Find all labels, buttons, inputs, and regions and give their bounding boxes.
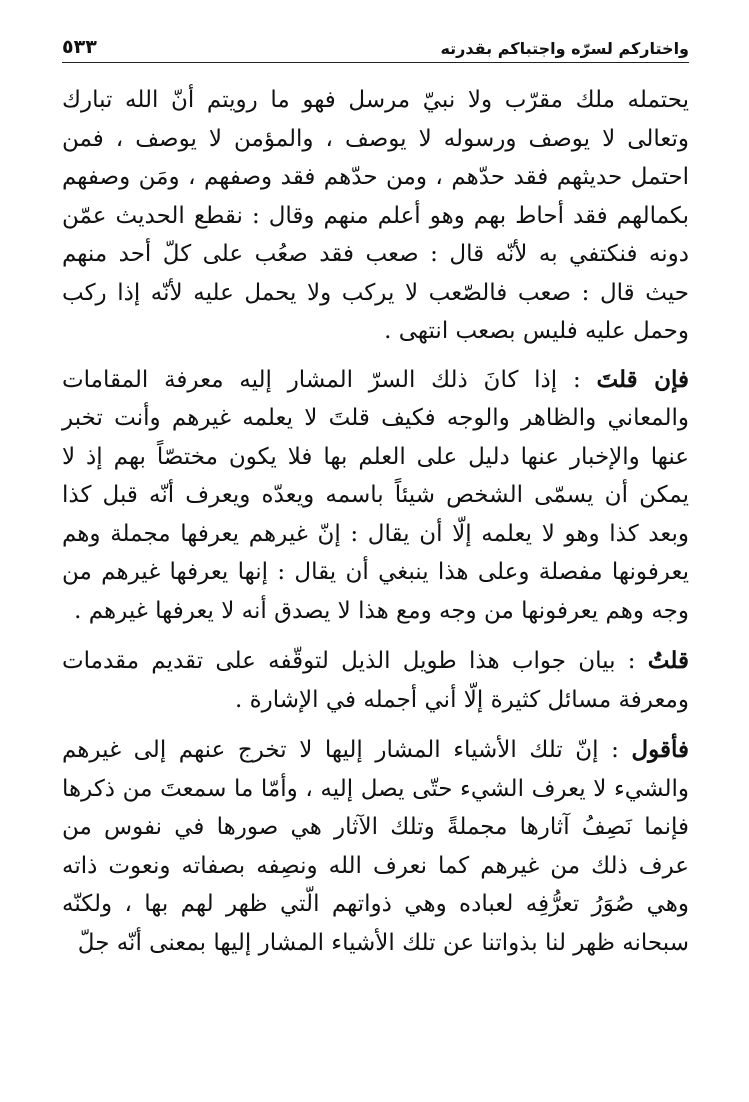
book-page: [62, 22, 689, 1092]
page-number: ٥٣٣: [62, 36, 97, 58]
paragraph-text: : إذا كانَ ذلك السرّ المشار إليه معرفة المقامات والمعاني والظاهر والوجه فكيف قلتَ لا يعلمه غيرهم وأنت تخبر عنها والإخبار عنها دليل على العلم بها فلا يكون مختصّاً بهم إذ لا يمكن أن يسمّى الشخص شيئاً باسمه ويعدّه ويعرف أنّه قبل كذا وبعد كذا وهو لا يعلمه إلّا أن يقال : إنّ غيرهم يعرفها مجملة وهم يعرفونها مفصلة وعلى هذا ينبغي أن يقال : إنها يعرفها غيرهم من وجه وهم يعرفونها من وجه ومع هذا لا يصدق أنه لا يعرفها غيرهم .: [62, 366, 689, 624]
running-title: واختاركم لسرّه واجتباكم بقدرته: [440, 39, 689, 58]
paragraph-text: يحتمله ملك مقرّب ولا نبيّ مرسل فهو ما رويتم أنّ الله تبارك وتعالى لا يوصف ورسوله لا يوصف ، والمؤمن لا يوصف ، فمن احتمل حديثهم فقد حدّهم ، ومن حدّهم فقد وصفهم ، ومَن وصفهم بكمالهم فقد أحاط بهم وهو أعلم منهم وقال : نقطع الحديث عمّن دونه فنكتفي به لأنّه قال : صعب فقد صعُب على كلّ أحد منهم حيث قال : صعب فالصّعب لا يركب ولا يحمل عليه لأنّه إذا ركب وحمل عليه فليس بصعب انتهى .: [62, 87, 689, 344]
paragraph-4: [62, 731, 689, 962]
paragraph-1: [62, 81, 689, 351]
paragraph-3: [62, 642, 689, 719]
page-body: [62, 81, 689, 962]
page-header: [62, 22, 689, 63]
paragraph-lead: فأقول: [631, 736, 689, 763]
paragraph-text: : بيان جواب هذا طويل الذيل لتوقّفه على تقديم مقدمات ومعرفة مسائل كثيرة إلّا أني أجمله في الإشارة .: [62, 648, 689, 713]
paragraph-lead: قلتُ: [647, 647, 689, 674]
paragraph-2: [62, 361, 689, 631]
paragraph-lead: فإن قلتَ: [596, 365, 690, 393]
paragraph-text: : إنّ تلك الأشياء المشار إليها لا تخرج عنهم إلى غيرهم والشيء لا يعرف الشيء حتّى يصل إليه ، وأمّا ما سمعتَ من ذكرها فإنما نَصِفُ آثارها مجملةً وتلك الآثار هي صورها في نفوس من عرف ذلك من غيرهم كما نعرف الله ونصِفه بصفاته ونعوت ذاته وهي صُوَرُ تعرُّفِه لعباده وهي ذواتهم الّتي ظهر لهم بها ، ولكنّه سبحانه ظهر لنا بذواتنا عن تلك الأشياء المشار إليها بمعنى أنّه جلّ: [62, 737, 689, 956]
